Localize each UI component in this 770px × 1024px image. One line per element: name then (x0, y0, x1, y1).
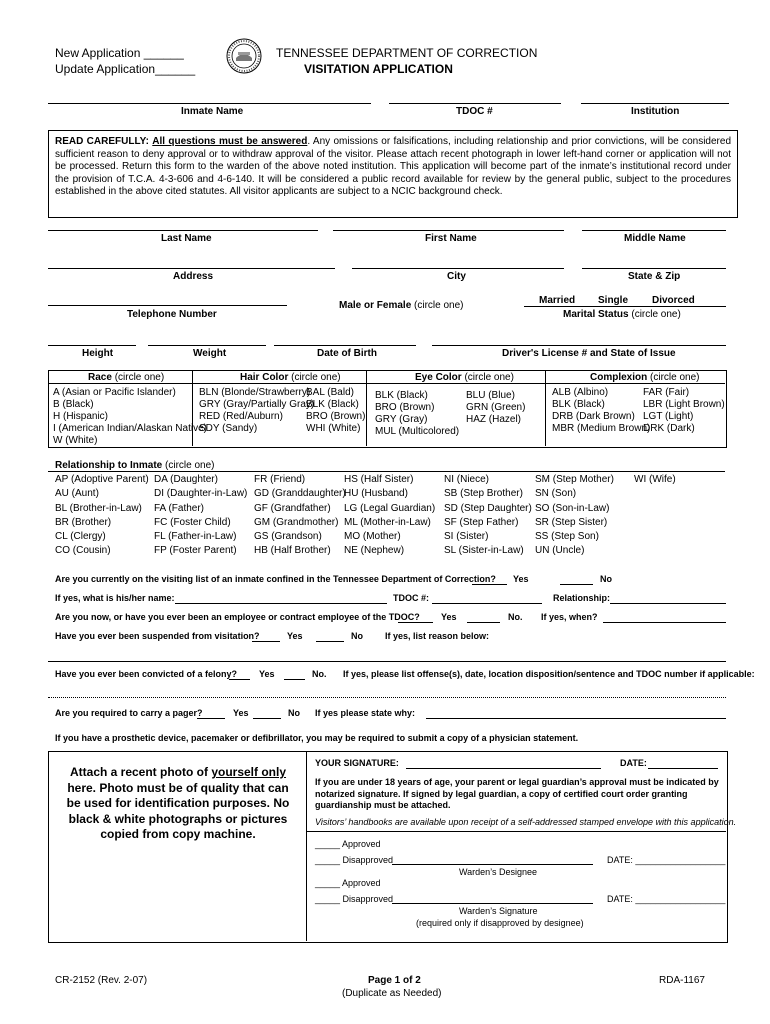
single-option[interactable]: Single (598, 295, 629, 306)
complexion-option[interactable]: ALB (Albino) (552, 387, 609, 398)
hair-divider (366, 370, 367, 446)
inmate-name-question: If yes, what is his/her name: (55, 593, 175, 603)
visiting-no-blank[interactable] (560, 584, 593, 585)
relationship-option[interactable]: WI (Wife) (634, 474, 676, 485)
visiting-list-question: Are you currently on the visiting list of an inmate confined in the Tennessee Department of Correction? (55, 574, 496, 584)
felony-question: Have you ever been convicted of a felony? (55, 669, 238, 679)
felony-yes-label: Yes (259, 669, 275, 679)
suspended-reason-label: If yes, list reason below: (385, 631, 490, 641)
update-application-label: Update Application______ (55, 62, 196, 76)
disapproved-2[interactable]: _____ Disapproved (315, 894, 394, 904)
tdoc-label: TDOC # (456, 106, 493, 117)
relationship-hint: (circle one) (165, 460, 215, 471)
notice-body: . Any omissions or falsifications, including relationship and prior convictions, will be considered sufficient reason to deny approval or to withdraw approval of the visitor. Please attach recent photograph in lower left-hand corner or application will not be processed. Return this form to the warden of the above noted institution. This application will become part of the inmate’s institutional record under the provision of T.C.A. 4-3-606 and 4-6-140. It will be considered a public record available for review by the general public, subject to the procedures established in the above cited statutes. All visitor applicants are subject to a NCIC background check. (55, 136, 732, 197)
complexion-option[interactable]: LBR (Light Brown) (643, 399, 725, 410)
relationship-option[interactable]: FC (Foster Child) (154, 516, 231, 528)
sex-field[interactable] (339, 300, 464, 311)
visited-inmate-name-blank[interactable] (175, 603, 387, 604)
hair-option[interactable]: BAL (Bald) (306, 387, 354, 398)
your-signature-blank[interactable] (406, 768, 601, 769)
license-line[interactable] (432, 345, 726, 346)
first-name-label: First Name (425, 233, 477, 244)
eye-header (415, 372, 514, 383)
eye-hint: (circle one) (464, 372, 514, 383)
pager-why-blank[interactable] (426, 718, 726, 719)
felony-yes-blank[interactable] (229, 679, 250, 680)
visited-relationship-blank[interactable] (610, 603, 726, 604)
relationship-option[interactable]: SB (Step Brother) (444, 488, 523, 500)
relationship-option[interactable]: HS (Half Sister) (344, 474, 414, 485)
relationship-option[interactable]: GF (Grandfather) (254, 502, 331, 514)
relationship-col-7 (634, 473, 676, 487)
race-title: Race (88, 372, 112, 383)
state-zip-line[interactable] (582, 268, 726, 269)
photo-instructions-post: here. Photo must be of quality that can be used for identification purposes. No black & white photographs or pictures copied from copy machine. (66, 780, 290, 841)
rda-number: RDA-1167 (659, 975, 705, 986)
suspended-no-blank[interactable] (316, 641, 344, 642)
felony-details-label: If yes, please list offense(s), date, location disposition/sentence and TDOC number if applicable: (343, 669, 755, 679)
relationship-option[interactable]: NE (Nephew) (344, 545, 405, 557)
race-option[interactable]: B (Black) (53, 399, 94, 410)
designee-date[interactable]: DATE: __________________ (607, 855, 726, 865)
disapproved-1[interactable]: _____ Disapproved (315, 855, 394, 865)
relationship-option[interactable]: DA (Daughter) (154, 474, 218, 485)
marital-label: Marital Status (563, 309, 629, 320)
marital-line (524, 306, 726, 307)
hair-option[interactable]: BRO (Brown) (306, 411, 366, 422)
sex-hint: (circle one) (414, 300, 464, 311)
relationship-option[interactable]: AU (Aunt) (55, 488, 99, 500)
relationship-option[interactable]: HB (Half Brother) (254, 545, 331, 557)
eye-option[interactable]: BLK (Black) (375, 390, 428, 401)
relationship-col-6 (535, 473, 614, 559)
pager-yes-blank[interactable] (197, 718, 225, 719)
pager-yes-label: Yes (233, 708, 249, 718)
state-seal-icon (226, 38, 262, 74)
visited-relationship-label: Relationship: (553, 593, 611, 603)
handbook-note: Visitors’ handbooks are available upon receipt of a self-addressed stamped envelope with this application. (315, 817, 737, 827)
visited-tdoc-blank[interactable] (432, 603, 542, 604)
eye-option[interactable]: HAZ (Hazel) (466, 414, 522, 425)
notice-colon: : (145, 136, 149, 147)
complexion-hint: (circle one) (650, 372, 700, 383)
signature-date-text: DATE (620, 758, 644, 768)
eye-option[interactable]: MUL (Multicolored) (375, 426, 460, 437)
your-signature-text: YOUR SIGNATURE (315, 758, 396, 768)
city-label: City (447, 271, 466, 282)
hair-option[interactable]: BLN (Blonde/Strawberry) (199, 387, 311, 398)
address-line[interactable] (48, 268, 335, 269)
eye-options-2 (466, 390, 525, 426)
relationship-option[interactable]: SS (Step Son) (535, 531, 599, 543)
felony-details-blank[interactable] (48, 697, 726, 698)
hair-option[interactable]: GRY (Gray/Partially Gray) (199, 399, 315, 410)
marital-status-field (563, 309, 681, 320)
complexion-option[interactable]: DRB (Dark Brown) (552, 411, 635, 422)
address-label: Address (173, 271, 214, 282)
first-name-line[interactable] (333, 230, 564, 231)
relationship-option[interactable]: AP (Adoptive Parent) (55, 474, 149, 485)
approved-1[interactable]: _____ Approved (315, 839, 381, 849)
relationship-option[interactable]: SO (Son-in-Law) (535, 502, 610, 514)
relationship-option[interactable]: SN (Son) (535, 488, 577, 500)
relationship-option[interactable]: SL (Sister-in-Law) (444, 545, 524, 557)
pager-no-label: No (288, 708, 300, 718)
relationship-option[interactable]: CO (Cousin) (55, 545, 111, 557)
hair-hint: (circle one) (291, 372, 341, 383)
inmate-name-line[interactable] (48, 103, 371, 104)
pager-no-blank[interactable] (253, 718, 281, 719)
department-title: TENNESSEE DEPARTMENT OF CORRECTION (276, 46, 538, 60)
eye-option[interactable]: BLU (Blue) (466, 390, 515, 401)
license-label: Driver's License # and State of Issue (502, 348, 676, 359)
race-option[interactable]: A (Asian or Pacific Islander) (53, 387, 176, 398)
race-option[interactable]: W (White) (53, 435, 98, 446)
employee-yes-label: Yes (441, 612, 457, 622)
relationship-option[interactable]: FL (Father-in-Law) (154, 531, 237, 543)
height-line[interactable] (48, 345, 136, 346)
sex-label: Male or Female (339, 300, 412, 311)
suspended-no-label: No (351, 631, 363, 641)
hair-option[interactable]: SDY (Sandy) (199, 423, 258, 434)
relationship-option[interactable]: SM (Step Mother) (535, 474, 614, 485)
institution-line[interactable] (581, 103, 729, 104)
eye-options-1 (375, 390, 459, 438)
state-zip-label: State & Zip (628, 271, 681, 282)
height-label: Height (82, 348, 114, 359)
relationship-option[interactable]: GS (Grandson) (254, 531, 322, 543)
hair-option[interactable]: WHI (White) (306, 423, 361, 434)
city-line[interactable] (352, 268, 564, 269)
visiting-yes-blank[interactable] (472, 584, 507, 585)
employee-question: Are you now, or have you ever been an employee or contract employee of the TDOC? (55, 612, 420, 622)
complexion-options-2 (643, 387, 725, 435)
last-name-line[interactable] (48, 230, 318, 231)
relationship-option[interactable]: GM (Grandmother) (254, 516, 339, 528)
relationship-header (55, 460, 214, 471)
dob-line[interactable] (274, 345, 416, 346)
minor-approval-note: If you are under 18 years of age, your parent or legal guardian’s approval must be indicated by notarized signature. If signed by legal guardian, a copy of certified court order granting guardianship must be attached. (315, 777, 719, 810)
hair-option[interactable]: BLK (Black) (306, 399, 359, 410)
inmate-name-label: Inmate Name (181, 106, 244, 117)
wardens-signature-label: Warden’s Signature (459, 906, 538, 916)
your-signature-label: YOUR SIGNATURE: (315, 758, 399, 768)
telephone-line[interactable] (48, 305, 287, 306)
notice-box (48, 130, 738, 218)
relationship-option[interactable]: UN (Uncle) (535, 545, 585, 557)
relationship-col-1 (55, 473, 149, 559)
pager-why-label: If yes please state why: (315, 708, 416, 718)
eye-option[interactable]: GRY (Gray) (375, 414, 428, 425)
hair-options-1 (199, 387, 314, 435)
warden-signature-note: (required only if disapproved by designee) (416, 918, 584, 928)
complexion-options-1 (552, 387, 650, 435)
hair-options-2 (306, 387, 365, 435)
relationship-title: Relationship to Inmate (55, 460, 163, 471)
felony-no-blank[interactable] (284, 679, 305, 680)
relationship-option[interactable]: NI (Niece) (444, 474, 490, 485)
eye-title: Eye Color (415, 372, 462, 383)
race-options (53, 387, 207, 447)
middle-name-line[interactable] (582, 230, 726, 231)
relationship-option[interactable]: BR (Brother) (55, 516, 112, 528)
married-option[interactable]: Married (539, 295, 576, 306)
page-number: Page 1 of 2 (368, 975, 421, 986)
relationship-col-2 (154, 473, 247, 559)
employee-no-label: No. (508, 612, 523, 622)
notice-emphasis: All questions must be answered (152, 136, 308, 147)
relationship-col-4 (344, 473, 435, 559)
relationship-option[interactable]: HU (Husband) (344, 488, 408, 500)
weight-line[interactable] (148, 345, 266, 346)
relationship-option[interactable]: CL (Clergy) (55, 531, 106, 543)
approved-2[interactable]: _____ Approved (315, 878, 381, 888)
tdoc-line[interactable] (389, 103, 561, 104)
relationship-divider (48, 471, 725, 472)
prosthetic-notice: If you have a prosthetic device, pacemaker or defibrillator, you may be required to submit a copy of a physician statement. (55, 733, 579, 743)
visited-tdoc-label: TDOC #: (393, 593, 429, 603)
marital-hint: (circle one) (631, 309, 681, 320)
duplicate-note: (Duplicate as Needed) (342, 988, 442, 999)
complexion-header (590, 372, 699, 383)
complexion-option[interactable]: DRK (Dark) (643, 423, 695, 434)
relationship-col-3 (254, 473, 346, 559)
signature-date-label: DATE: (620, 758, 647, 768)
employee-when-label: If yes, when? (541, 612, 598, 622)
institution-label: Institution (631, 106, 680, 117)
suspended-question: Have you ever been suspended from visitation? (55, 631, 260, 641)
relationship-option[interactable]: MO (Mother) (344, 531, 401, 543)
approval-divider (306, 831, 726, 832)
employee-when-blank[interactable] (603, 622, 726, 623)
complexion-option[interactable]: LGT (Light) (643, 411, 694, 422)
race-hint: (circle one) (114, 372, 165, 383)
photo-instructions-emphasis: yourself only (211, 765, 287, 779)
eye-option[interactable]: GRN (Green) (466, 402, 526, 413)
felony-no-label: No. (312, 669, 327, 679)
relationship-option[interactable]: SD (Step Daughter) (444, 502, 532, 514)
visiting-no-label: No (600, 574, 612, 584)
relationship-option[interactable]: DI (Daughter-in-Law) (154, 488, 248, 500)
relationship-option[interactable]: LG (Legal Guardian) (344, 502, 436, 514)
relationship-option[interactable]: FR (Friend) (254, 474, 306, 485)
hair-title: Hair Color (240, 372, 289, 383)
employee-yes-blank[interactable] (398, 622, 433, 623)
designee-signature-blank[interactable] (392, 864, 593, 865)
employee-no-blank[interactable] (467, 622, 500, 623)
eye-option[interactable]: BRO (Brown) (375, 402, 435, 413)
relationship-option[interactable]: SF (Step Father) (444, 516, 519, 528)
form-title: VISITATION APPLICATION (304, 62, 453, 76)
eye-divider (545, 370, 546, 446)
last-name-label: Last Name (161, 233, 212, 244)
signature-date-blank[interactable] (648, 768, 718, 769)
divorced-option[interactable]: Divorced (652, 295, 695, 306)
race-option[interactable]: H (Hispanic) (53, 411, 109, 422)
suspended-yes-label: Yes (287, 631, 303, 641)
pager-question: Are you required to carry a pager? (55, 708, 203, 718)
relationship-option[interactable]: GD (Granddaughter) (254, 488, 346, 500)
photo-instructions-pre: Attach a recent photo of (69, 765, 212, 779)
hair-option[interactable]: RED (Red/Auburn) (199, 411, 283, 422)
relationship-option[interactable]: BL (Brother-in-Law) (55, 502, 142, 514)
race-option[interactable]: I (American Indian/Alaskan Native) (53, 423, 207, 434)
relationship-option[interactable]: SR (Step Sister) (535, 516, 608, 528)
complexion-option[interactable]: MBR (Medium Brown) (552, 423, 651, 434)
suspended-reason-blank[interactable] (48, 661, 726, 662)
complexion-option[interactable]: FAR (Fair) (643, 387, 690, 398)
complexion-option[interactable]: BLK (Black) (552, 399, 605, 410)
form-number: CR-2152 (Rev. 2-07) (55, 975, 148, 986)
wardens-designee-label: Warden’s Designee (459, 867, 538, 877)
telephone-label: Telephone Number (127, 309, 217, 320)
relationship-option[interactable]: FA (Father) (154, 502, 205, 514)
weight-label: Weight (193, 348, 227, 359)
relationship-option[interactable]: FP (Foster Parent) (154, 545, 237, 557)
photo-area[interactable] (60, 765, 296, 843)
dob-label: Date of Birth (317, 348, 377, 359)
race-header (88, 372, 164, 383)
new-application-label: New Application ______ (55, 46, 184, 60)
relationship-option[interactable]: SI (Sister) (444, 531, 489, 543)
warden-date[interactable]: DATE: __________________ (607, 894, 726, 904)
notice-lead: READ CAREFULLY (55, 136, 146, 147)
descriptors-header-divider (48, 383, 725, 384)
warden-signature-blank[interactable] (392, 903, 593, 904)
complexion-title: Complexion (590, 372, 648, 383)
photo-divider (306, 751, 307, 941)
visiting-yes-label: Yes (513, 574, 529, 584)
suspended-yes-blank[interactable] (252, 641, 280, 642)
hair-header (240, 372, 341, 383)
middle-name-label: Middle Name (624, 233, 686, 244)
relationship-option[interactable]: ML (Mother-in-Law) (344, 516, 431, 528)
relationship-col-5 (444, 473, 532, 559)
